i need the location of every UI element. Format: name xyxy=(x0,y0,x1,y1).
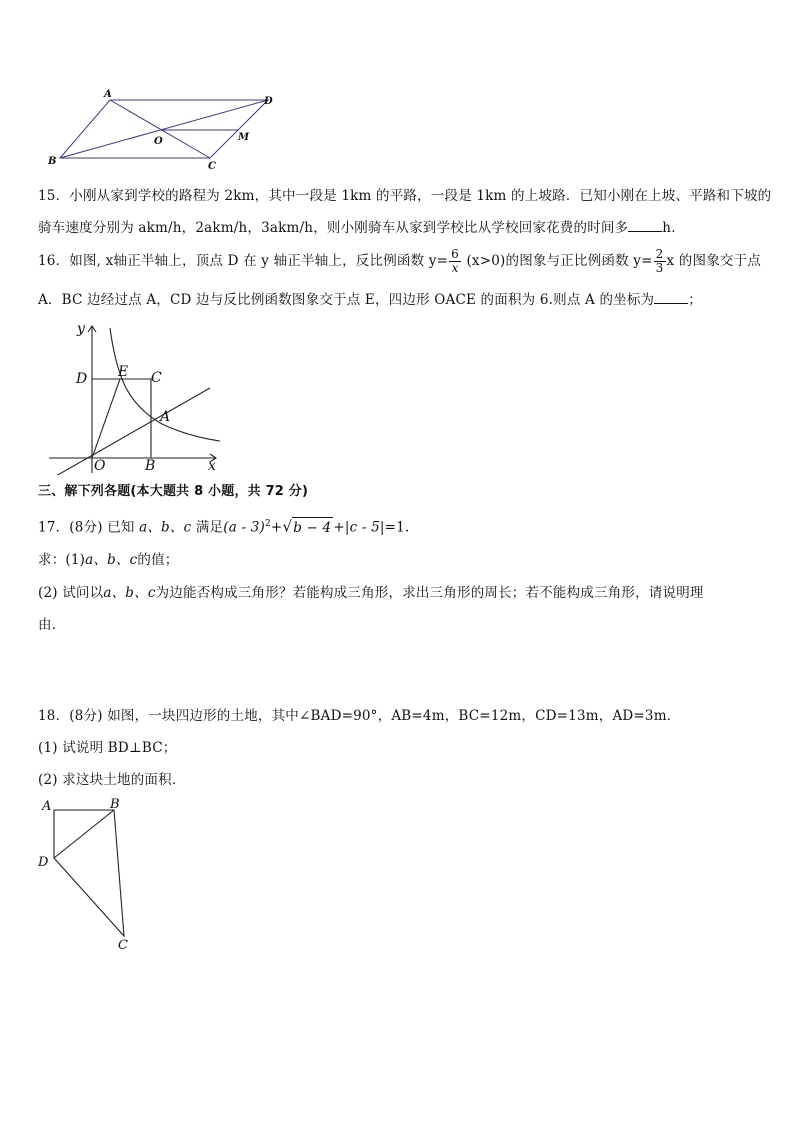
q17-plus-2: + xyxy=(333,519,345,536)
q17-cond-label: 满足 xyxy=(191,519,224,536)
q17-vars: a、b、c xyxy=(139,519,192,536)
q17-part2-line2: 由. xyxy=(38,617,57,633)
q17-eq-end: =1. xyxy=(384,519,410,536)
section-3-heading: 三、解下列各题(本大题共 8 小题，共 72 分) xyxy=(38,484,309,499)
q17-part2 xyxy=(38,583,704,603)
line-oa xyxy=(56,388,210,475)
q15-answer-blank[interactable] xyxy=(628,217,662,232)
q17-intro: 17．(8分) 已知 xyxy=(38,519,135,536)
q16-end: ； xyxy=(688,292,702,308)
q17-part2-prefix: (2) 试问以 xyxy=(38,585,104,601)
q17-eq-sqrt: b − 4 xyxy=(292,517,333,538)
segment-oe xyxy=(92,379,120,458)
label-C: C xyxy=(208,161,216,172)
label-E: E xyxy=(118,364,129,380)
label-O: O xyxy=(94,458,106,474)
q18-part2: (2) 求这块土地的面积． xyxy=(38,772,186,788)
q16-text-d: A．BC 边经过点 A，CD 边与反比例函数图象交于点 E，四边形 OACE 的面积为 6.则点 A 的坐标为 xyxy=(38,292,655,308)
label-D: D xyxy=(76,371,88,387)
q15-line2 xyxy=(38,217,676,238)
q16-line2 xyxy=(38,289,702,310)
label-D: D xyxy=(264,96,273,107)
q15-text: 骑车速度分别为 akm/h，2akm/h，3akm/h，则小刚骑车从家到学校比从学校回家花费的时间多 xyxy=(38,220,629,236)
q17-eq-square: (a - 3) xyxy=(223,519,265,536)
label-y: y xyxy=(77,321,85,337)
q17-part1-suffix: 的值； xyxy=(137,552,179,568)
coordinate-graph-figure xyxy=(44,318,229,475)
diagonal-ac xyxy=(110,100,210,158)
label-A: A xyxy=(160,409,171,425)
label-B: B xyxy=(48,156,57,167)
label-C: C xyxy=(118,938,128,953)
rectangle-odcb xyxy=(92,379,151,458)
label-M: M xyxy=(238,132,250,143)
q17-part2-vars: a、b、c xyxy=(103,585,156,601)
q16-text-a: 16．如图, x轴正半轴上，顶点 D 在 y 轴正半轴上，反比例函数 y= xyxy=(38,253,449,269)
fraction-2-over-3: $\frac{2}{3}$ xyxy=(655,247,664,275)
q17-part1-prefix: 求：(1) xyxy=(38,552,86,568)
q16-line1 xyxy=(38,246,761,276)
label-D: D xyxy=(38,855,49,870)
q17-line1 xyxy=(38,514,409,538)
q17-eq-exponent: 2 xyxy=(264,519,271,529)
label-x: x xyxy=(208,458,216,474)
diagonal-bd xyxy=(54,810,114,858)
diagonal-bd xyxy=(60,100,268,158)
label-A: A xyxy=(104,89,112,100)
sqrt-symbol: √ xyxy=(282,517,293,536)
q17-part2-suffix: 为边能否构成三角形？若能构成三角形，求出三角形的周长；若不能构成三角形，请说明理 xyxy=(155,585,704,601)
q15-unit: h. xyxy=(662,220,676,236)
fraction-6-over-x: $\frac{6}{x}$ xyxy=(451,247,459,275)
q17-eq-abs: |c - 5| xyxy=(344,519,385,536)
quadrilateral-figure xyxy=(34,794,144,954)
label-A: A xyxy=(42,799,52,814)
parallelogram-figure xyxy=(40,88,290,173)
q15-line1: 15．小刚从家到学校的路程为 2km，其中一段是 1km 的平路，一段是 1km 的上坡路．已知小刚在上坡、平路和下坡的 xyxy=(38,188,772,204)
label-B: B xyxy=(145,458,156,474)
label-B: B xyxy=(110,797,120,812)
q16-answer-blank[interactable] xyxy=(654,289,688,304)
q17-plus-1: + xyxy=(270,519,283,536)
label-C: C xyxy=(151,370,162,386)
q17-part1-vars: a、b、c xyxy=(85,552,138,568)
q16-text-c: x 的图象交于点 xyxy=(666,253,762,269)
q18-part1: (1) 试说明 BD⊥BC； xyxy=(38,740,177,756)
label-O: O xyxy=(154,136,163,147)
q17-part1 xyxy=(38,550,179,570)
q16-text-b: (x>0)的图象与正比例函数 y= xyxy=(466,253,653,269)
q18-line1: 18．(8分) 如图，一块四边形的土地，其中∠BAD=90°，AB=4m，BC=12m，CD=13m，AD=3m． xyxy=(38,708,681,724)
quadrilateral-outline xyxy=(54,810,124,936)
